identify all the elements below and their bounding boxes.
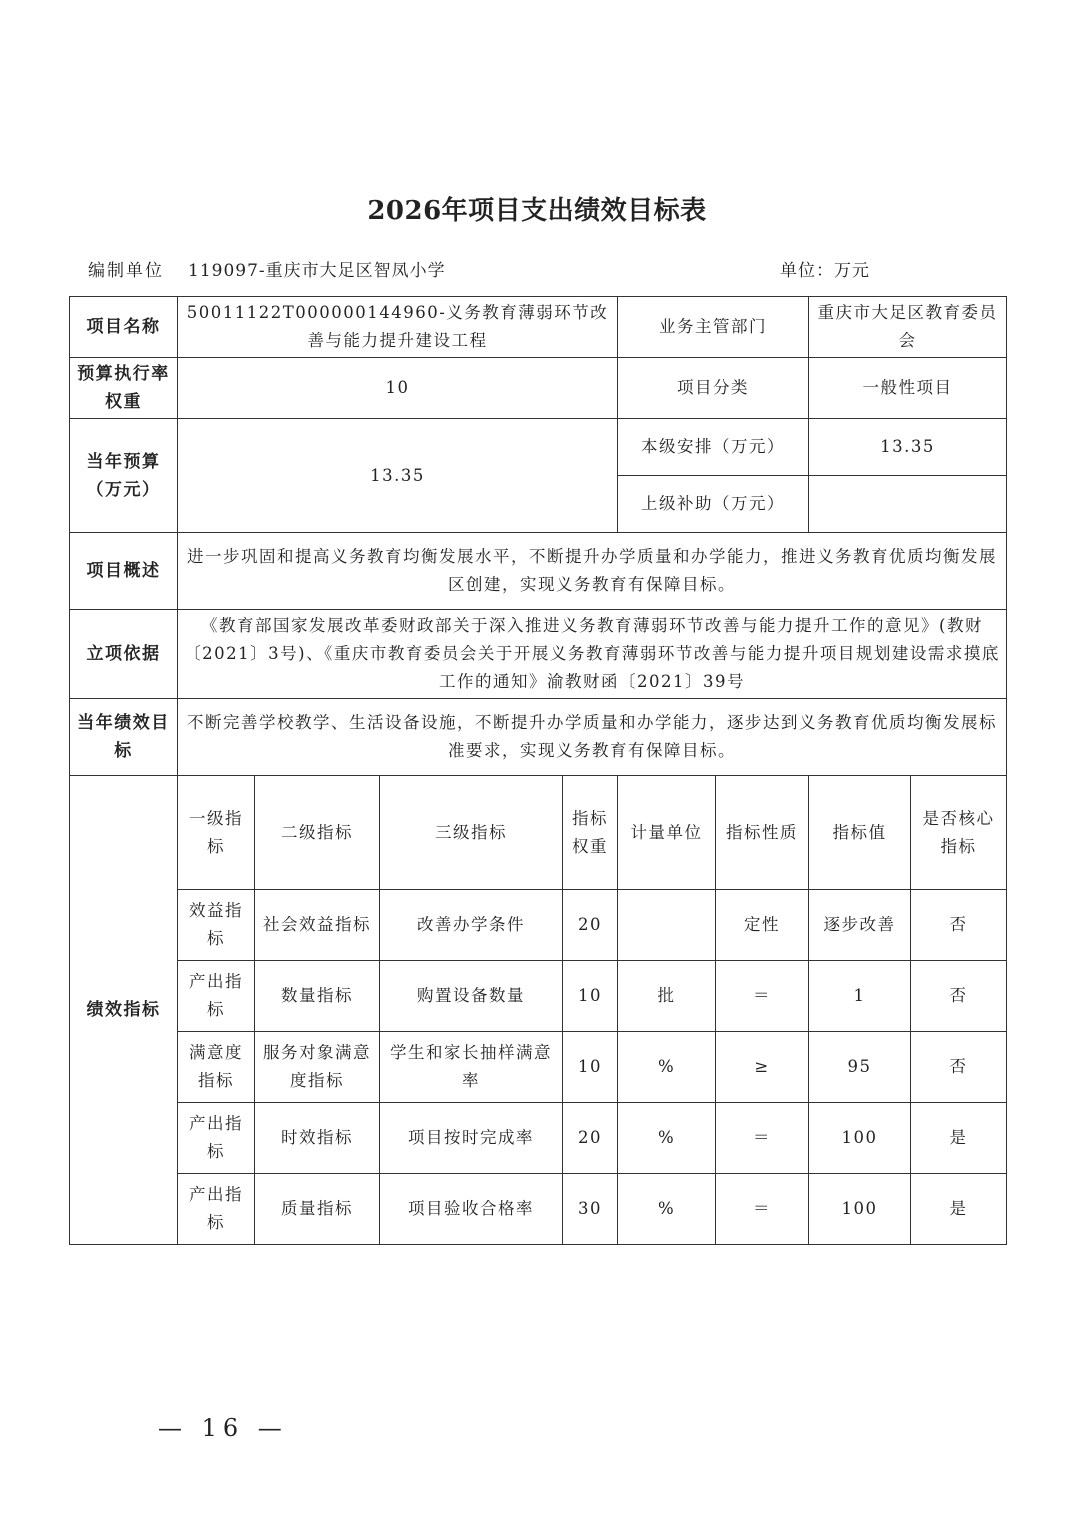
upper-budget-value — [809, 476, 1007, 533]
upper-budget-label: 上级补助（万元） — [618, 476, 809, 533]
indicator-cell — [618, 890, 716, 961]
weight-row — [70, 358, 1007, 419]
indicator-cell: 效益指标 — [178, 890, 255, 961]
indicator-cell: 20 — [563, 890, 618, 961]
overview-row — [70, 533, 1007, 610]
indicator-row — [70, 961, 1007, 1032]
indicator-header-cell: 指标权重 — [563, 776, 618, 890]
basis-label: 立项依据 — [70, 610, 178, 699]
dept-label: 业务主管部门 — [618, 297, 809, 358]
indicator-row — [70, 1174, 1007, 1245]
goal-label: 当年绩效目标 — [70, 699, 178, 776]
indicator-cell: 改善办学条件 — [380, 890, 563, 961]
page-number: — 16 — — [158, 1414, 288, 1442]
overview-label: 项目概述 — [70, 533, 178, 610]
project-name-label: 项目名称 — [70, 297, 178, 358]
indicator-header-cell: 计量单位 — [618, 776, 716, 890]
indicator-header-cell: 二级指标 — [255, 776, 380, 890]
indicator-cell: 100 — [809, 1174, 911, 1245]
indicator-cell: 产出指标 — [178, 961, 255, 1032]
indicator-cell: ＝ — [716, 1174, 809, 1245]
indicator-header-cell: 指标性质 — [716, 776, 809, 890]
dept-value: 重庆市大足区教育委员会 — [809, 297, 1007, 358]
indicator-cell: 质量指标 — [255, 1174, 380, 1245]
budget-label: 当年预算（万元） — [70, 419, 178, 533]
indicator-row — [70, 890, 1007, 961]
goal-value: 不断完善学校教学、生活设备设施，不断提升办学质量和办学能力，逐步达到义务教育优质均衡发展标准要求，实现义务教育有保障目标。 — [178, 699, 1007, 776]
indicator-header-row — [70, 776, 1007, 890]
indicator-row — [70, 1032, 1007, 1103]
basis-value: 《教育部国家发展改革委财政部关于深入推进义务教育薄弱环节改善与能力提升工作的意见》(教财〔2021〕3号)、《重庆市教育委员会关于开展义务教育薄弱环节改善与能力提升项目规划建设需求摸底工作的通知》渝教财函〔2021〕39号 — [178, 610, 1007, 699]
weight-label: 预算执行率权重 — [70, 358, 178, 419]
indicator-cell: 时效指标 — [255, 1103, 380, 1174]
compiling-unit-value: 119097-重庆市大足区智凤小学 — [188, 261, 446, 281]
indicator-row — [70, 1103, 1007, 1174]
indicator-cell: % — [618, 1103, 716, 1174]
indicator-cell: 100 — [809, 1103, 911, 1174]
indicator-cell: 否 — [911, 890, 1007, 961]
indicator-cell: 1 — [809, 961, 911, 1032]
currency-unit: 单位：万元 — [780, 261, 870, 281]
indicator-cell: 30 — [563, 1174, 618, 1245]
indicator-header-cell: 三级指标 — [380, 776, 563, 890]
indicator-cell: ＝ — [716, 961, 809, 1032]
indicator-cell: 购置设备数量 — [380, 961, 563, 1032]
indicator-cell: 95 — [809, 1032, 911, 1103]
indicator-cell: ＝ — [716, 1103, 809, 1174]
indicator-cell: 否 — [911, 961, 1007, 1032]
indicator-cell: 满意度指标 — [178, 1032, 255, 1103]
indicator-cell: 批 — [618, 961, 716, 1032]
page-title: 2026年项目支出绩效目标表 — [367, 196, 707, 226]
project-name-value: 50011122T000000144960-义务教育薄弱环节改善与能力提升建设工程 — [178, 297, 618, 358]
indicator-header-cell: 是否核心指标 — [911, 776, 1007, 890]
indicator-cell: 10 — [563, 1032, 618, 1103]
indicator-cell: ≥ — [716, 1032, 809, 1103]
category-value: 一般性项目 — [809, 358, 1007, 419]
indicator-cell: % — [618, 1032, 716, 1103]
overview-value: 进一步巩固和提高义务教育均衡发展水平，不断提升办学质量和办学能力，推进义务教育优质均衡发展区创建，实现义务教育有保障目标。 — [178, 533, 1007, 610]
indicator-cell: 20 — [563, 1103, 618, 1174]
indicator-cell: 逐步改善 — [809, 890, 911, 961]
indicator-cell: 否 — [911, 1032, 1007, 1103]
local-budget-label: 本级安排（万元） — [618, 419, 809, 476]
compiling-unit-label: 编制单位 — [88, 261, 164, 281]
indicator-cell: 10 — [563, 961, 618, 1032]
indicator-cell: % — [618, 1174, 716, 1245]
weight-value: 10 — [178, 358, 618, 419]
project-name-row — [70, 297, 1007, 358]
indicator-cell: 学生和家长抽样满意率 — [380, 1032, 563, 1103]
indicator-header-cell: 指标值 — [809, 776, 911, 890]
basis-row — [70, 610, 1007, 699]
indicator-cell: 数量指标 — [255, 961, 380, 1032]
indicator-cell: 是 — [911, 1174, 1007, 1245]
indicator-cell: 社会效益指标 — [255, 890, 380, 961]
performance-table — [69, 296, 1007, 1245]
indicator-cell: 服务对象满意度指标 — [255, 1032, 380, 1103]
category-label: 项目分类 — [618, 358, 809, 419]
header-meta — [88, 252, 1004, 282]
indicator-header-cell: 一级指标 — [178, 776, 255, 890]
indicator-cell: 项目验收合格率 — [380, 1174, 563, 1245]
indicator-cell: 项目按时完成率 — [380, 1103, 563, 1174]
budget-row — [70, 419, 1007, 476]
budget-value: 13.35 — [178, 419, 618, 533]
local-budget-value: 13.35 — [809, 419, 1007, 476]
indicator-cell: 是 — [911, 1103, 1007, 1174]
indicator-cell: 定性 — [716, 890, 809, 961]
goal-row — [70, 699, 1007, 776]
indicators-label: 绩效指标 — [70, 776, 178, 1245]
indicator-cell: 产出指标 — [178, 1103, 255, 1174]
indicator-cell: 产出指标 — [178, 1174, 255, 1245]
